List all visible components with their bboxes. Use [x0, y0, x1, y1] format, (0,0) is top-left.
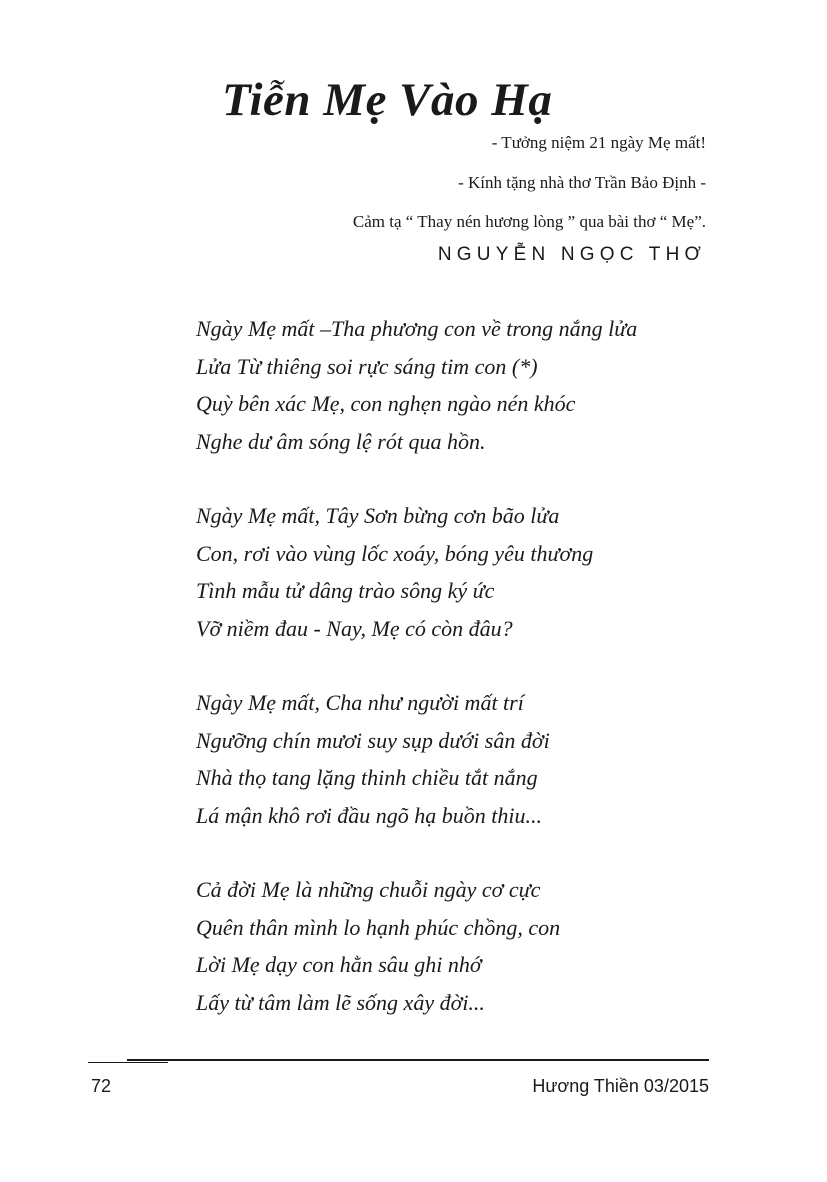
poem-line: Cả đời Mẹ là những chuỗi ngày cơ cực: [196, 877, 541, 902]
dedication-memorial: - Tưởng niệm 21 ngày Mẹ mất!: [491, 133, 706, 152]
magazine-issue: Hương Thiền 03/2015: [532, 1076, 709, 1096]
poem-line: Nhà thọ tang lặng thinh chiều tắt nắng: [196, 765, 538, 790]
poem-line: Lời Mẹ dạy con hằn sâu ghi nhớ: [196, 952, 482, 977]
author-name: NGUYỄN NGỌC THƠ: [437, 244, 706, 265]
poem-line: Lấy từ tâm làm lẽ sống xây đời...: [196, 989, 485, 1015]
stanza-1: [196, 310, 736, 460]
poem-line: Nghe dư âm sóng lệ rót qua hồn.: [196, 428, 486, 454]
dedication-thanks: Cảm tạ “ Thay nén hương lòng ” qua bài thơ “ Mẹ”.: [352, 212, 706, 231]
poem-line: Lửa Từ thiêng soi rực sáng tim con (*): [196, 353, 538, 379]
poem-line: Ngày Mẹ mất, Cha như người mất trí: [196, 690, 524, 715]
footer-rule: [127, 1059, 709, 1061]
stanza-3: [196, 684, 736, 834]
dedication-tribute: - Kính tặng nhà thơ Trần Bảo Định -: [458, 173, 706, 192]
poem-line: Con, rơi vào vùng lốc xoáy, bóng yêu thương: [196, 540, 594, 566]
page-number: 72: [91, 1076, 112, 1096]
poem-line: Ngày Mẹ mất –Tha phương con về trong nắng lửa: [196, 316, 638, 341]
stanza-4: [196, 871, 736, 1021]
poem-line: Ngưỡng chín mươi suy sụp dưới sân đời: [196, 727, 550, 753]
poem-line: Tình mẫu tử dâng trào sông ký ức: [196, 578, 495, 603]
poem-line: Quỳ bên xác Mẹ, con nghẹn ngào nén khóc: [196, 391, 576, 416]
poem-line: Ngày Mẹ mất, Tây Sơn bừng cơn bão lửa: [196, 503, 560, 528]
poem-line: Vỡ niềm đau - Nay, Mẹ có còn đâu?: [196, 615, 513, 641]
poem-line: Quên thân mình lo hạnh phúc chồng, con: [196, 914, 561, 940]
footer-rule-accent: [88, 1062, 168, 1063]
poem-line: Lá mận khô rơi đầu ngõ hạ buồn thiu...: [196, 802, 543, 828]
poem-body: [196, 310, 736, 1058]
poem-title: Tiễn Mẹ Vào Hạ: [222, 74, 553, 126]
stanza-2: [196, 497, 736, 647]
